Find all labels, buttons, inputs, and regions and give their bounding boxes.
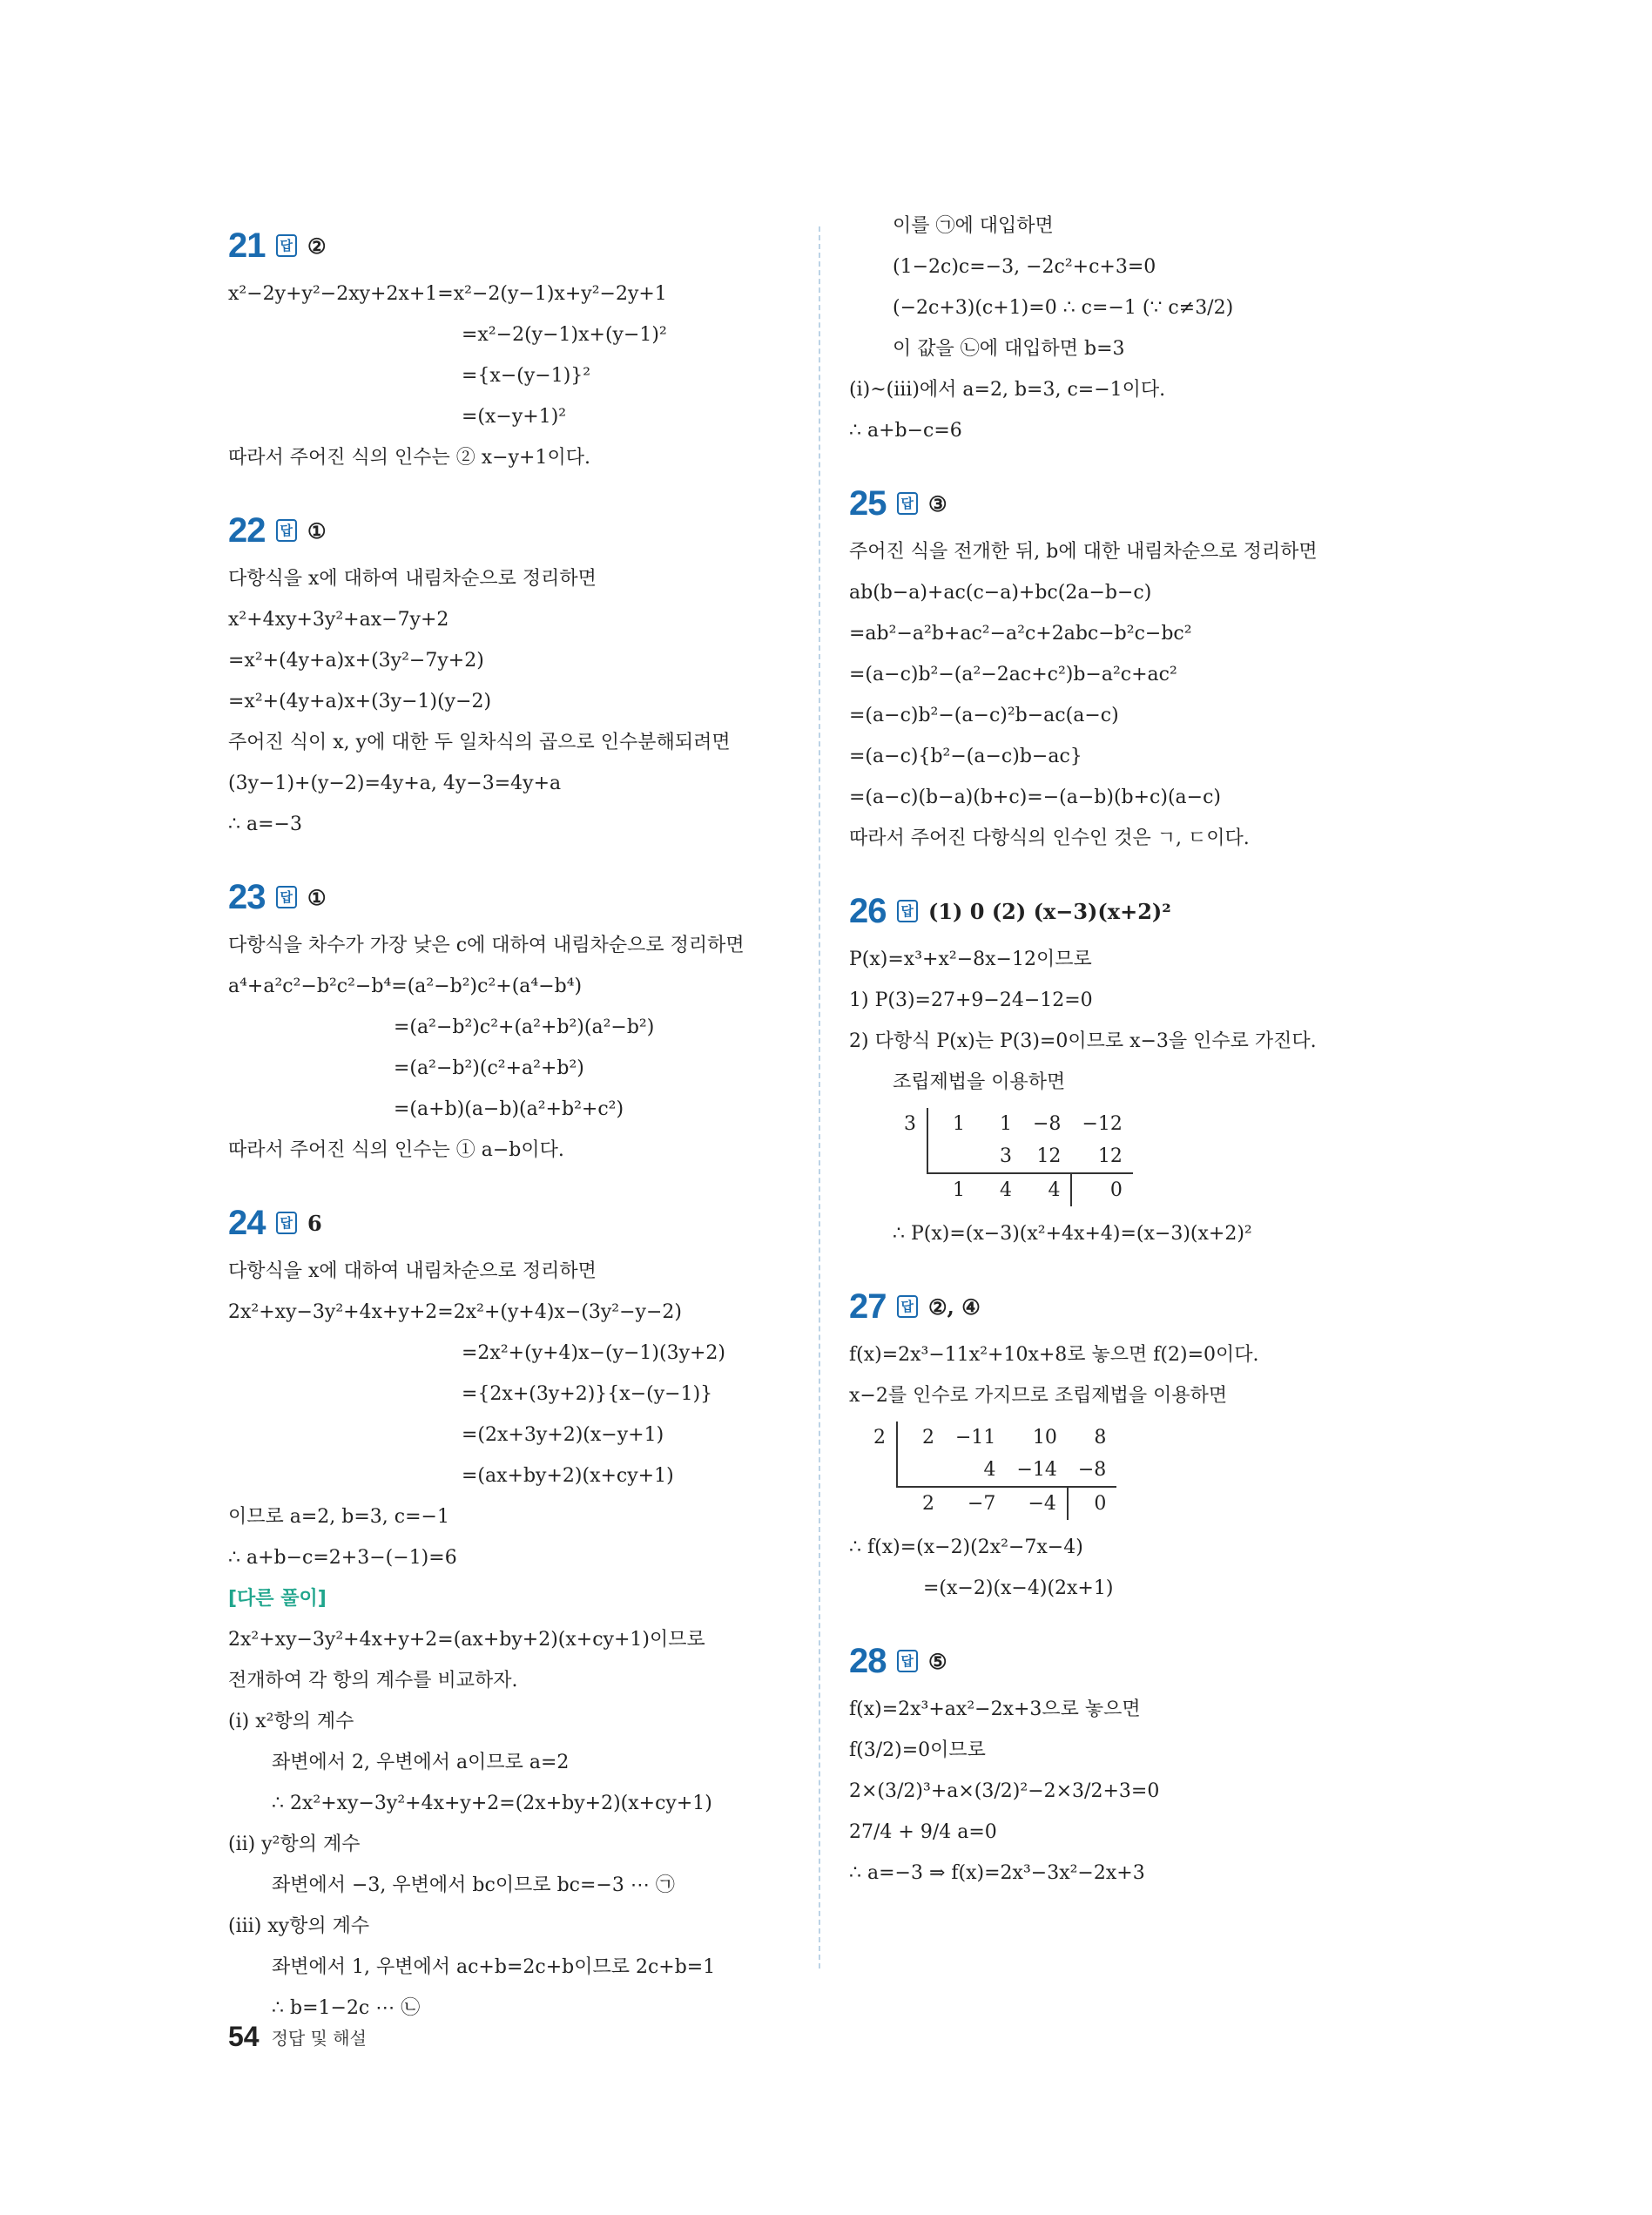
synthetic-division-table <box>880 1108 1133 1206</box>
problem-header <box>228 1195 838 1251</box>
cell: 10 <box>1032 1427 1057 1449</box>
cell: 12 <box>1071 1140 1132 1173</box>
solution-line: 주어진 식을 전개한 뒤, b에 대한 내림차순으로 정리하면 <box>849 541 1318 563</box>
cell: 12 <box>1022 1140 1071 1173</box>
problem-27 <box>849 1279 1459 1609</box>
solution-line: 따라서 주어진 다항식의 인수인 것은 ㄱ, ㄷ이다. <box>849 827 1250 849</box>
answer-value: ① <box>307 884 327 910</box>
cell: 4 <box>1000 1179 1012 1201</box>
solution-line: 2x²+xy−3y²+4x+y+2=2x²+(y+4)x−(3y²−y−2) <box>228 1301 682 1323</box>
answer-value: ② <box>307 233 327 259</box>
synthetic-division <box>849 1108 1459 1206</box>
solution-line: =(a−c)(b−a)(b+c)=−(a−b)(b+c)(a−c) <box>849 787 1221 808</box>
answer-value: ① <box>307 517 327 544</box>
solution-line: ={x−(y−1)}² <box>462 365 591 387</box>
solution-line: ∴ f(x)=(x−2)(2x²−7x−4) <box>849 1536 1083 1558</box>
solution-line: 다항식을 차수가 가장 낮은 c에 대하여 내림차순으로 정리하면 <box>228 935 745 956</box>
solution-line: =ab²−a²b+ac²−a²c+2abc−b²c−bc² <box>849 623 1192 645</box>
answer-value: ③ <box>928 490 947 517</box>
solution-line: a⁴+a²c²−b²c²−b⁴=(a²−b²)c²+(a⁴−b⁴) <box>228 976 583 997</box>
cell: 4 <box>945 1454 1006 1487</box>
solution-line: =(a+b)(a−b)(a²+b²+c²) <box>394 1098 624 1120</box>
problem-number: 21 <box>228 226 266 265</box>
cell <box>880 1173 927 1206</box>
solution-line: 조립제법을 이용하면 <box>893 1071 1066 1093</box>
problem-21 <box>228 218 838 478</box>
remainder: 0 <box>1068 1487 1116 1520</box>
solution-line: ∴ P(x)=(x−3)(x²+4x+4)=(x−3)(x+2)² <box>893 1223 1252 1245</box>
synthetic-division <box>849 1422 1459 1520</box>
solution-line: f(x)=2x³−11x²+10x+8로 놓으면 f(2)=0이다. <box>849 1344 1259 1366</box>
solution-line: =(a²−b²)c²+(a²+b²)(a²−b²) <box>394 1016 655 1038</box>
cell: −8 <box>1033 1113 1062 1135</box>
problem-header <box>849 1279 1459 1334</box>
solution-line: 전개하여 각 항의 계수를 비교하자. <box>228 1670 518 1692</box>
cell: −12 <box>1082 1113 1123 1135</box>
solution-line: =(a−c){b²−(a−c)b−ac} <box>849 746 1082 767</box>
cell: 3 <box>975 1140 1022 1173</box>
solution-line: 27/4 + 9/4 a=0 <box>849 1821 997 1843</box>
cell: 1 <box>953 1179 965 1201</box>
cell <box>897 1454 945 1487</box>
problem-number: 24 <box>228 1203 266 1242</box>
answer-badge: 답 <box>276 519 298 542</box>
solution-line: =(a−c)b²−(a²−2ac+c²)b−a²c+ac² <box>849 664 1177 685</box>
cell: 2 <box>922 1427 934 1449</box>
solution-line: (1−2c)c=−3, −2c²+c+3=0 <box>893 256 1156 278</box>
problem-header <box>228 503 838 558</box>
solution-line: 좌변에서 2, 우변에서 a이므로 a=2 <box>272 1752 570 1773</box>
cell: 4 <box>1048 1179 1061 1201</box>
solution-line: =(x−2)(x−4)(2x+1) <box>923 1577 1114 1599</box>
cell: −7 <box>968 1493 996 1515</box>
problem-24-continued <box>849 206 1459 451</box>
solution-line: f(x)=2x³+ax²−2x+3으로 놓으면 <box>849 1698 1141 1720</box>
solution-line: (ⅰ) x²항의 계수 <box>228 1711 354 1732</box>
page-number: 54 <box>228 2021 260 2052</box>
problem-header <box>849 1633 1459 1689</box>
cell: 1 <box>1000 1113 1012 1135</box>
answer-value: ②, ④ <box>928 1293 981 1320</box>
solution-line: P(x)=x³+x²−8x−12이므로 <box>849 949 1092 970</box>
remainder: 0 <box>1071 1173 1132 1206</box>
divisor: 3 <box>880 1108 927 1140</box>
solution-line: (3y−1)+(y−2)=4y+a, 4y−3=4y+a <box>228 773 562 794</box>
solution-line: ={2x+(3y+2)}{x−(y−1)} <box>462 1383 713 1405</box>
solution-line: 다항식을 x에 대하여 내림차순으로 정리하면 <box>228 568 597 590</box>
cell: −8 <box>1068 1454 1116 1487</box>
problem-header <box>228 869 838 925</box>
solution-line: x²+4xy+3y²+ax−7y+2 <box>228 609 449 631</box>
divisor: 2 <box>849 1422 897 1454</box>
solution-line: ∴ b=1−2c ⋯ ㉡ <box>272 1997 421 2019</box>
page-footer <box>228 2021 367 2053</box>
footer-title: 정답 및 해설 <box>271 2028 367 2049</box>
solution-line: 좌변에서 1, 우변에서 ac+b=2c+b이므로 2c+b=1 <box>272 1956 716 1978</box>
solution-line: (ⅲ) xy항의 계수 <box>228 1915 370 1937</box>
answer-value: 6 <box>307 1210 322 1236</box>
solution-line: 2) 다항식 P(x)는 P(3)=0이므로 x−3을 인수로 가진다. <box>849 1030 1317 1052</box>
problem-22 <box>228 503 838 845</box>
solution-line: =2x²+(y+4)x−(y−1)(3y+2) <box>462 1342 726 1364</box>
solution-line: 따라서 주어진 식의 인수는 ② x−y+1이다. <box>228 447 590 469</box>
solution-line: 다항식을 x에 대하여 내림차순으로 정리하면 <box>228 1260 597 1282</box>
cell: −4 <box>1028 1493 1056 1515</box>
solution-line: =(a−c)b²−(a−c)²b−ac(a−c) <box>849 705 1119 726</box>
solution-line: =(2x+3y+2)(x−y+1) <box>462 1424 664 1446</box>
solution-line: =x²+(4y+a)x+(3y−1)(y−2) <box>228 691 492 712</box>
answer-badge: 답 <box>276 234 298 257</box>
solution-line: (ⅱ) y²항의 계수 <box>228 1833 361 1855</box>
problem-header <box>849 883 1459 939</box>
solution-line: ∴ 2x²+xy−3y²+4x+y+2=(2x+by+2)(x+cy+1) <box>272 1793 712 1814</box>
problem-23 <box>228 869 838 1171</box>
problem-header <box>228 218 838 273</box>
answer-value: ⑤ <box>928 1648 947 1674</box>
solution-line: 1) P(3)=27+9−24−12=0 <box>849 989 1093 1011</box>
solution-line: =(x−y+1)² <box>462 406 567 428</box>
problem-number: 23 <box>228 877 266 916</box>
solution-line: ∴ a+b−c=2+3−(−1)=6 <box>228 1547 457 1569</box>
cell: 8 <box>1094 1427 1107 1449</box>
solution-line: 2x²+xy−3y²+4x+y+2=(ax+by+2)(x+cy+1)이므로 <box>228 1629 705 1651</box>
answer-badge: 답 <box>897 492 919 515</box>
solution-line: =x²−2(y−1)x+(y−1)² <box>462 324 667 346</box>
answer-badge: 답 <box>897 1650 919 1672</box>
cell <box>849 1454 897 1487</box>
answer-badge: 답 <box>897 900 919 922</box>
problem-28 <box>849 1633 1459 1894</box>
answer-badge: 답 <box>897 1295 919 1318</box>
solution-line: =(a²−b²)(c²+a²+b²) <box>394 1057 584 1079</box>
cell: 1 <box>953 1113 965 1135</box>
solution-line: 주어진 식이 x, y에 대한 두 일차식의 곱으로 인수분해되려면 <box>228 732 731 753</box>
solution-line: 좌변에서 −3, 우변에서 bc이므로 bc=−3 ⋯ ㉠ <box>272 1874 675 1896</box>
left-column <box>228 218 838 2053</box>
solution-line: =x²+(4y+a)x+(3y²−7y+2) <box>228 650 484 672</box>
solution-line: 이 값을 ㉡에 대입하면 b=3 <box>893 338 1125 360</box>
right-column <box>849 215 1459 1918</box>
cell: 2 <box>922 1493 934 1515</box>
solution-line: 2×(3/2)³+a×(3/2)²−2×3/2+3=0 <box>849 1780 1160 1802</box>
solution-line: =(ax+by+2)(x+cy+1) <box>462 1465 674 1487</box>
problem-number: 22 <box>228 510 266 550</box>
cell <box>849 1487 897 1520</box>
problem-number: 27 <box>849 1286 887 1326</box>
cell: −14 <box>1006 1454 1067 1487</box>
solution-line: ∴ a=−3 <box>228 814 302 835</box>
problem-header <box>849 476 1459 531</box>
solution-line: ∴ a+b−c=6 <box>849 420 962 442</box>
answer-value: (1) 0 (2) (x−3)(x+2)² <box>928 898 1171 924</box>
solution-line: ∴ a=−3 ⇒ f(x)=2x³−3x²−2x+3 <box>849 1862 1145 1884</box>
alt-solution-title: [다른 풀이] <box>228 1588 327 1610</box>
problem-26 <box>849 883 1459 1254</box>
solution-line: (−2c+3)(c+1)=0 ∴ c=−1 (∵ c≠3/2) <box>893 297 1234 319</box>
solution-line: f(3/2)=0이므로 <box>849 1739 986 1761</box>
problem-24 <box>228 1195 838 2029</box>
cell <box>927 1140 975 1173</box>
cell <box>880 1140 927 1173</box>
solution-line: ab(b−a)+ac(c−a)+bc(2a−b−c) <box>849 582 1152 604</box>
cell: −11 <box>955 1427 996 1449</box>
solution-line: 이를 ㉠에 대입하면 <box>893 215 1054 237</box>
answer-badge: 답 <box>276 1212 298 1234</box>
synthetic-division-table <box>849 1422 1116 1520</box>
solution-line: 이므로 a=2, b=3, c=−1 <box>228 1506 449 1528</box>
problem-25 <box>849 476 1459 859</box>
solution-line: x²−2y+y²−2xy+2x+1=x²−2(y−1)x+y²−2y+1 <box>228 283 667 305</box>
problem-number: 28 <box>849 1641 887 1680</box>
solution-line: 따라서 주어진 식의 인수는 ① a−b이다. <box>228 1139 564 1161</box>
problem-number: 25 <box>849 483 887 523</box>
answer-badge: 답 <box>276 886 298 908</box>
solution-line: x−2를 인수로 가지므로 조립제법을 이용하면 <box>849 1385 1228 1407</box>
solution-line: (ⅰ)~(ⅲ)에서 a=2, b=3, c=−1이다. <box>849 379 1166 401</box>
problem-number: 26 <box>849 891 887 930</box>
